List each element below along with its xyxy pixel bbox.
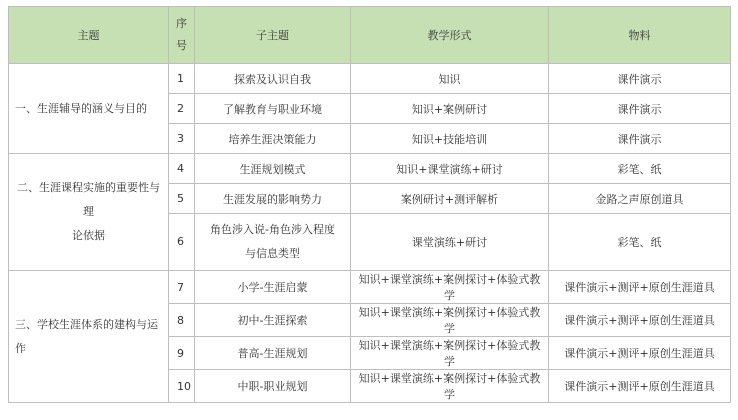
row-seq: 7 bbox=[169, 271, 195, 304]
row-method: 知识+技能培训 bbox=[351, 124, 549, 154]
header-topic: 主题 bbox=[9, 7, 169, 64]
header-method: 教学形式 bbox=[351, 7, 549, 64]
table-row bbox=[9, 154, 731, 184]
row-method: 知识+课堂演练+案例探讨+体验式教学 bbox=[351, 271, 549, 304]
group-topic-line2: 论依据 bbox=[72, 229, 105, 242]
row-method: 知识 bbox=[351, 64, 549, 94]
row-method: 知识+课堂演练+案例探讨+体验式教学 bbox=[351, 370, 549, 403]
row-seq: 6 bbox=[169, 214, 195, 271]
table-row bbox=[9, 64, 731, 94]
row-seq: 1 bbox=[169, 64, 195, 94]
row-subtopic: 普高-生涯规划 bbox=[195, 337, 351, 370]
row-material: 课件演示+测评+原创生涯道具 bbox=[549, 271, 731, 304]
row-subtopic: 生涯发展的影响势力 bbox=[195, 184, 351, 214]
row-subtopic: 培养生涯决策能力 bbox=[195, 124, 351, 154]
row-subtopic: 小学-生涯启蒙 bbox=[195, 271, 351, 304]
header-seq-line2: 号 bbox=[176, 39, 187, 52]
row-method: 案例研讨+测评解析 bbox=[351, 184, 549, 214]
row-subtopic bbox=[195, 214, 351, 271]
header-row bbox=[9, 7, 731, 64]
curriculum-table-wrapper bbox=[8, 6, 730, 403]
row-seq: 10 bbox=[169, 370, 195, 403]
row-material: 彩笔、纸 bbox=[549, 214, 731, 271]
row-subtopic: 生涯规划模式 bbox=[195, 154, 351, 184]
row-method: 知识+课堂演练+研讨 bbox=[351, 154, 549, 184]
group-topic bbox=[9, 154, 169, 271]
row-material: 课件演示+测评+原创生涯道具 bbox=[549, 304, 731, 337]
row-seq: 5 bbox=[169, 184, 195, 214]
row-subtopic-line1: 角色涉入说-角色涉入程度 bbox=[210, 223, 335, 236]
row-seq: 3 bbox=[169, 124, 195, 154]
row-material: 金路之声原创道具 bbox=[549, 184, 731, 214]
row-subtopic: 探索及认识自我 bbox=[195, 64, 351, 94]
row-material: 课件演示 bbox=[549, 64, 731, 94]
curriculum-table bbox=[8, 6, 731, 403]
row-subtopic: 中职-职业规划 bbox=[195, 370, 351, 403]
row-method: 知识+课堂演练+案例探讨+体验式教学 bbox=[351, 304, 549, 337]
header-seq-line1: 序 bbox=[176, 17, 187, 30]
group-topic: 三、学校生涯体系的建构与运作 bbox=[9, 271, 169, 403]
row-seq: 9 bbox=[169, 337, 195, 370]
group-topic: 一、生涯辅导的涵义与目的 bbox=[9, 64, 169, 154]
row-seq: 4 bbox=[169, 154, 195, 184]
header-subtopic: 子主题 bbox=[195, 7, 351, 64]
row-material: 彩笔、纸 bbox=[549, 154, 731, 184]
row-material: 课件演示 bbox=[549, 124, 731, 154]
row-subtopic-line2: 与信息类型 bbox=[245, 247, 300, 260]
row-material: 课件演示+测评+原创生涯道具 bbox=[549, 337, 731, 370]
header-material: 物料 bbox=[549, 7, 731, 64]
row-method: 知识+案例研讨 bbox=[351, 94, 549, 124]
table-row bbox=[9, 271, 731, 304]
row-method: 知识+课堂演练+案例探讨+体验式教学 bbox=[351, 337, 549, 370]
row-material: 课件演示+测评+原创生涯道具 bbox=[549, 370, 731, 403]
header-seq bbox=[169, 7, 195, 64]
row-subtopic: 初中-生涯探索 bbox=[195, 304, 351, 337]
group-topic-line1: 二、生涯课程实施的重要性与理 bbox=[17, 181, 160, 218]
row-method: 课堂演练+研讨 bbox=[351, 214, 549, 271]
row-seq: 8 bbox=[169, 304, 195, 337]
row-seq: 2 bbox=[169, 94, 195, 124]
row-material: 课件演示 bbox=[549, 94, 731, 124]
row-subtopic: 了解教育与职业环境 bbox=[195, 94, 351, 124]
